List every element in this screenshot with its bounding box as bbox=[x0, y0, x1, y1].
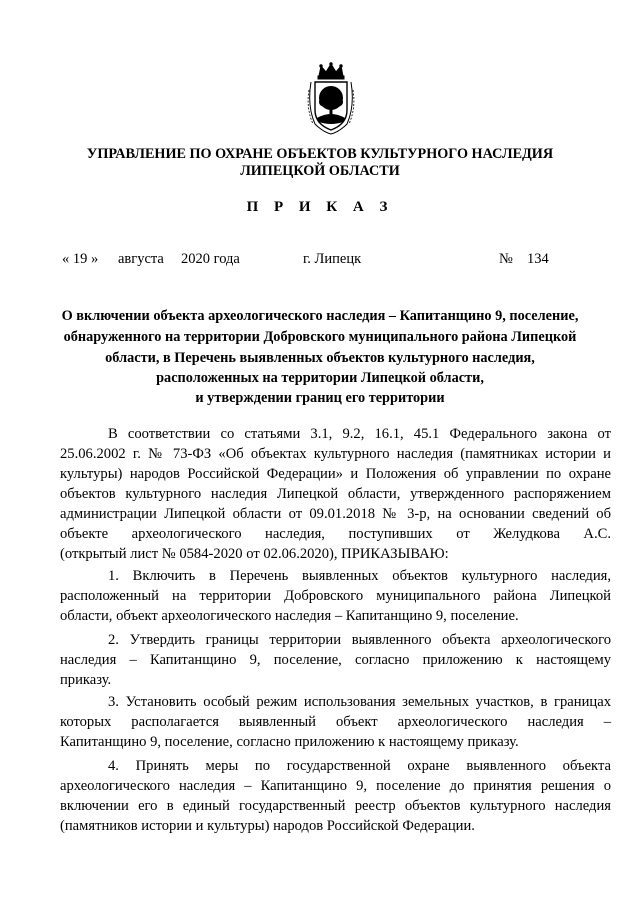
organization-name-line-2: ЛИПЕЦКОЙ ОБЛАСТИ bbox=[240, 163, 400, 179]
order-title-line: расположенных на территории Липецкой области, bbox=[156, 370, 484, 386]
order-number: 134 bbox=[527, 251, 549, 267]
body-text-line: культуры) народов Российской Федерации» и Положения об управлении по охране bbox=[60, 466, 611, 482]
order-item-1-line: расположенный на территории Добровского муниципального района Липецкой bbox=[60, 588, 611, 604]
organization-name-line-1: УПРАВЛЕНИЕ ПО ОХРАНЕ ОБЪЕКТОВ КУЛЬТУРНОГО НАСЛЕДИЯ bbox=[86, 146, 554, 162]
body-text-line: администрации Липецкой области от 09.01.2018 № 3-р, на основании сведений об bbox=[60, 506, 611, 522]
body-text-line: объектов культурного наследия Липецкой области, утвержденного распоряжением bbox=[60, 486, 611, 502]
order-title-line: и утверждении границ его территории bbox=[195, 390, 445, 406]
order-title-line: области, в Перечень выявленных объектов культурного наследия, bbox=[105, 350, 535, 366]
order-item-1-line: 1. Включить в Перечень выявленных объектов культурного наследия, bbox=[108, 568, 611, 584]
order-item-4-line: 4. Принять меры по государственной охране выявленного объекта bbox=[108, 758, 611, 774]
body-text-line: В соответствии со статьями 3.1, 9.2, 16.1, 45.1 Федерального закона от bbox=[108, 426, 611, 442]
order-title-line: О включении объекта археологического наследия – Капитанщино 9, поселение, bbox=[61, 308, 579, 324]
body-text-line: объекте археологического наследия, поступивших от Желудкова А.С. bbox=[60, 526, 611, 542]
order-day: « 19 » bbox=[62, 251, 99, 267]
order-year: 2020 года bbox=[181, 251, 240, 267]
order-month: августа bbox=[118, 251, 164, 267]
order-item-2-line: приказу. bbox=[60, 672, 112, 688]
order-city: г. Липецк bbox=[303, 251, 362, 267]
body-text-line: (открытый лист № 0584-2020 от 02.06.2020), ПРИКАЗЫВАЮ: bbox=[60, 546, 449, 562]
order-item-3-line: 3. Установить особый режим использования земельных участков, в границах bbox=[108, 694, 611, 710]
order-item-4-line: археологического наследия – Капитанщино 9, поселение до принятия решения о bbox=[60, 778, 611, 794]
order-number-sign: № bbox=[499, 251, 513, 267]
order-item-4-line: включении его в единый государственный реестр объектов культурного наследия bbox=[60, 798, 611, 814]
order-item-2-line: 2. Утвердить границы территории выявленного объекта археологического bbox=[108, 632, 611, 648]
order-item-4-line: (памятников истории и культуры) народов Российской Федерации. bbox=[60, 818, 475, 834]
order-item-2-line: наследия – Капитанщино 9, поселение, согласно приложению к настоящему bbox=[60, 652, 611, 668]
body-text-line: 25.06.2002 г. № 73-ФЗ «Об объектах культурного наследия (памятниках истории и bbox=[60, 446, 611, 462]
document-type-heading: П Р И К А З bbox=[246, 199, 394, 215]
order-item-3-line: которых располагается выявленный объект археологического наследия – bbox=[60, 714, 611, 730]
coat-of-arms-emblem bbox=[305, 62, 357, 138]
order-item-3-line: Капитанщино 9, поселение, согласно приложению к настоящему приказу. bbox=[60, 734, 519, 750]
order-item-1-line: области, объект археологического наследия – Капитанщино 9, поселение. bbox=[60, 608, 519, 624]
order-title-line: обнаруженного на территории Добровского муниципального района Липецкой bbox=[63, 329, 577, 345]
